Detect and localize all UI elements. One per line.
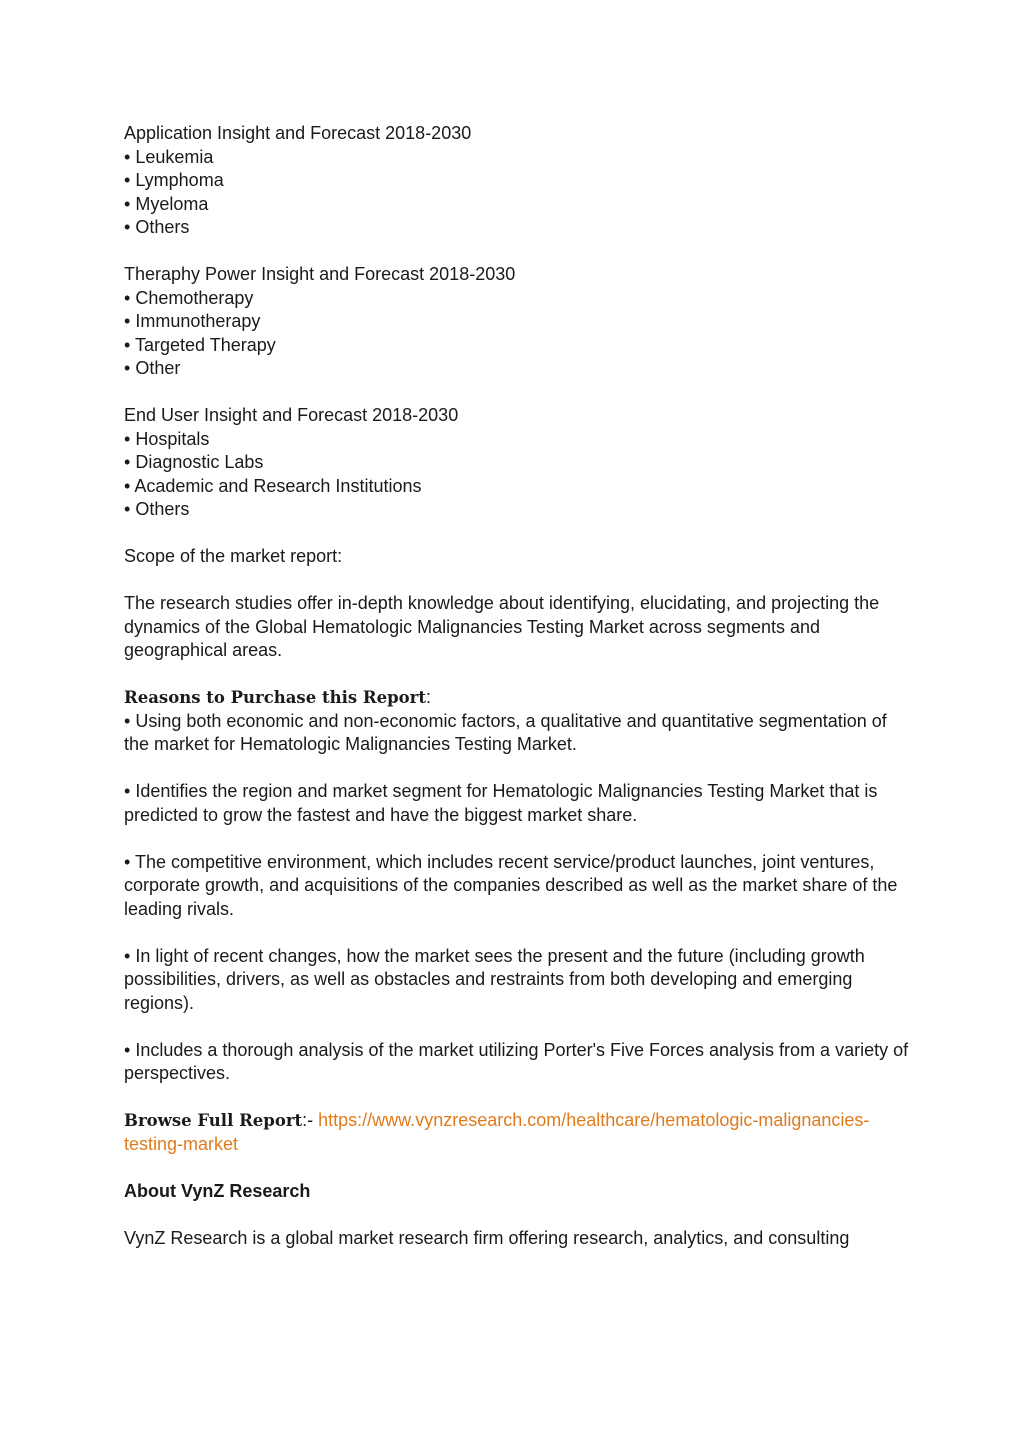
reasons-heading: Reasons to Purchase this Report: (124, 687, 431, 707)
bullet-icon: • (124, 781, 131, 801)
bullet-icon: • (124, 428, 131, 449)
bullet-icon: • (124, 334, 131, 355)
list-item: • Other (124, 358, 181, 378)
application-list (124, 146, 914, 240)
bullet-icon: • (124, 358, 131, 378)
bullet-icon: • (124, 452, 131, 472)
bullet-icon: • (124, 193, 131, 214)
reason-item: • The competitive environment, which includes recent service/product launches, joint ventures, corporate growth, and acquisitions of the companies described as well as the market share of the leading rivals. (124, 851, 898, 919)
browse-label: Browse Full Report (124, 1111, 303, 1130)
bullet-icon: • (124, 1039, 131, 1060)
scope-paragraph: The research studies offer in-depth knowledge about identifying, elucidating, and projecting the dynamics of the Global Hematologic Malignancies Testing Market across segments and geographical areas. (124, 593, 880, 660)
list-item: • Others (124, 217, 190, 237)
browse-full-report: Browse Full Report:- https://www.vynzresearch.com/healthcare/hematologic-malignancies-testing-market (124, 1110, 870, 1154)
section-heading-end-user: End User Insight and Forecast 2018-2030 (124, 405, 459, 425)
list-item: • Targeted Therapy (124, 334, 276, 355)
bullet-icon: • (124, 475, 131, 496)
list-item: • Myeloma (124, 193, 209, 214)
reason-item: • Identifies the region and market segment for Hematologic Malignancies Testing Market that is predicted to grow the fastest and have the biggest market share. (124, 781, 878, 825)
scope-heading: Scope of the market report: (124, 546, 343, 566)
bullet-icon: • (124, 710, 131, 731)
list-item: • Leukemia (124, 146, 214, 167)
list-item: • Lymphoma (124, 170, 224, 190)
bullet-icon: • (124, 146, 131, 167)
list-item: • Diagnostic Labs (124, 452, 264, 472)
therapy-list (124, 287, 914, 381)
reason-item: • In light of recent changes, how the market sees the present and the future (including growth possibilities, drivers, as well as obstacles and restraints from both developing and emerging regions). (124, 945, 865, 1013)
list-item: • Chemotherapy (124, 287, 254, 308)
bullet-icon: • (124, 499, 131, 519)
bullet-icon: • (124, 217, 131, 237)
reason-item: • Using both economic and non-economic factors, a qualitative and quantitative segmentation of the market for Hematologic Malignancies Testing Market. (124, 710, 887, 754)
list-item: • Academic and Research Institutions (124, 475, 422, 496)
bullet-icon: • (124, 851, 131, 872)
end-user-list (124, 428, 914, 522)
list-item: • Others (124, 499, 190, 519)
bullet-icon: • (124, 170, 131, 190)
list-item: • Immunotherapy (124, 311, 261, 331)
bullet-icon: • (124, 287, 131, 308)
section-heading-therapy: Theraphy Power Insight and Forecast 2018-2030 (124, 264, 516, 284)
about-paragraph: VynZ Research is a global market research firm offering research, analytics, and consulting (124, 1227, 850, 1248)
bullet-icon: • (124, 945, 131, 966)
report-link[interactable]: https://www.vynzresearch.com/healthcare/hematologic-malignancies-testing-market (124, 1110, 870, 1154)
document-page (124, 122, 914, 1250)
reasons-heading-label: Reasons to Purchase this Report (124, 688, 426, 707)
bullet-icon: • (124, 311, 131, 331)
list-item: • Hospitals (124, 428, 210, 449)
section-heading-application: Application Insight and Forecast 2018-2030 (124, 123, 472, 143)
reason-item: • Includes a thorough analysis of the market utilizing Porter's Five Forces analysis from a variety of perspectives. (124, 1039, 909, 1083)
about-heading: About VynZ Research (124, 1180, 311, 1201)
